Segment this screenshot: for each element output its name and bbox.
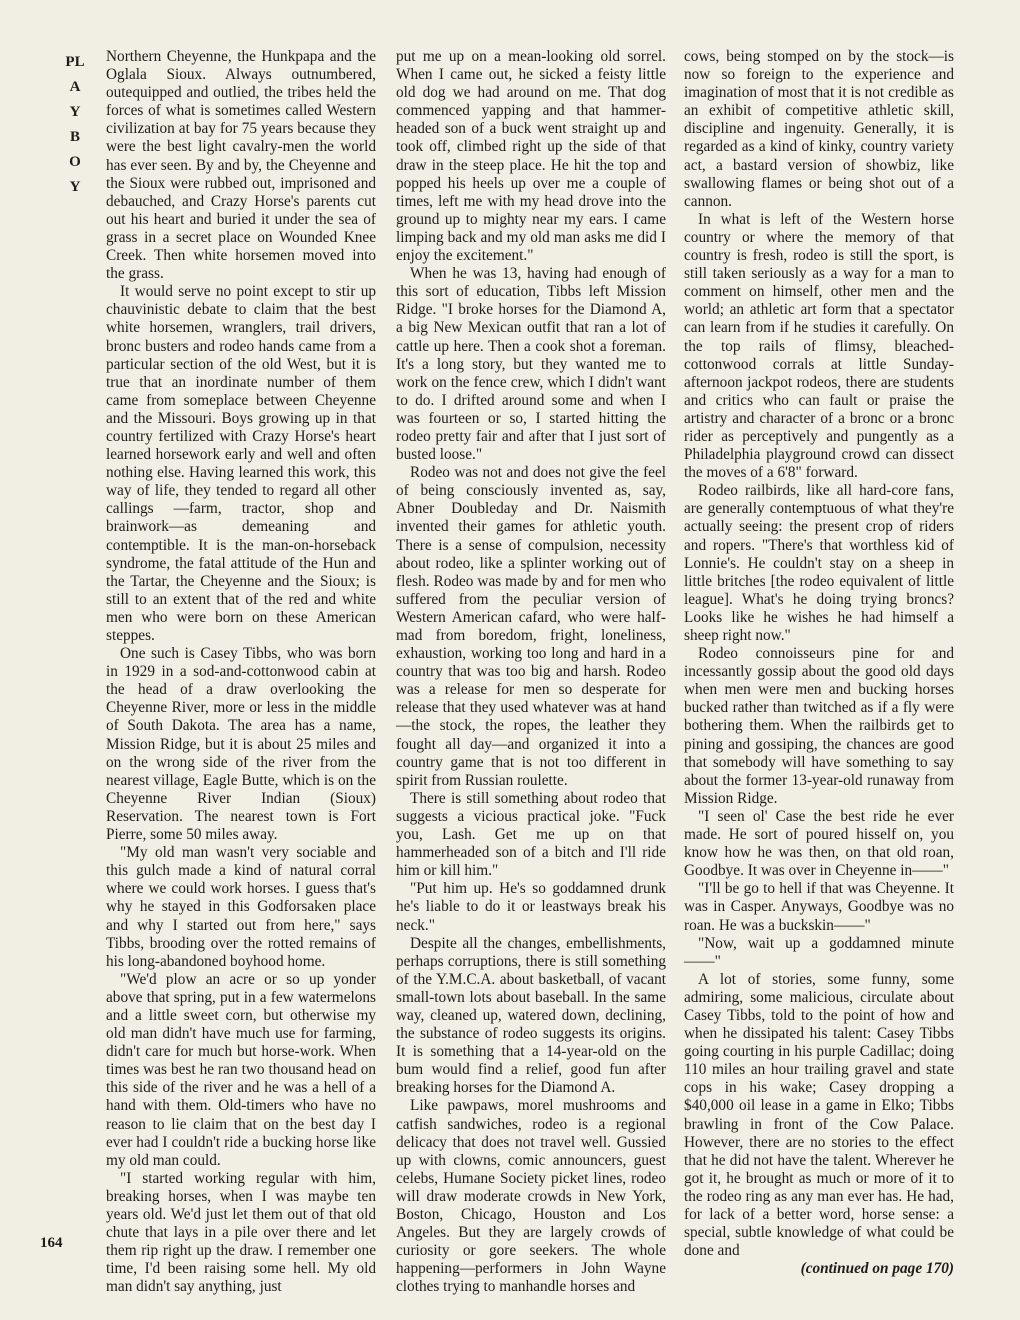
article-paragraph: One such is Casey Tibbs, who was born in 1929 in a sod-and-cottonwood cabin at the head of a draw overlooking the Cheyenne River, more or less in the middle of South Dakota. The area has a name, Mission Ridge, but it is about 25 miles and on the wrong side of the river from the nearest village, Eagle Butte, which is on the Cheyenne River Indian (Sioux) Reservation. The nearest town is Fort Pierre, some 50 miles away. [106,645,376,844]
continuation-note: (continued on page 170) [800,1260,954,1278]
article-column-2 [396,48,666,1296]
article-paragraph: Rodeo railbirds, like all hard-core fans, are generally contemptuous of what they're actually seeing: the present crop of riders and ropers. "There's that worthless kid of Lonnie's. He couldn't stay on a sheep in little britches [the rodeo equivalent of little league]. What's he doing trying broncs? Looks like he wishes he had himself a sheep right now." [684,482,954,644]
article-paragraph: "I started working regular with him, breaking horses, when I was maybe ten years old. We'd just let them out of that old chute that lays in a pile over there and let them rip right up the draw. I remember one time, I'd been raising some hell. My old man didn't say anything, just [106,1169,376,1296]
article-paragraph: Like pawpaws, morel mushrooms and catfish sandwiches, rodeo is a regional delicacy that does not travel well. Gussied up with clowns, comic announcers, guest celebs, Humane Society picket lines, rodeo will draw moderate crowds in New York, Boston, Chicago, Houston and Los Angeles. But they are largely crowds of curiosity or gore seekers. The whole happening—performers in John Wayne clothes trying to manhandle horses and [396,1097,666,1296]
article-paragraph: "Put him up. He's so goddamned drunk he's liable to do it or leastways break his neck." [396,880,666,934]
article-paragraph: "Now, wait up a goddamned minute——" [684,934,954,970]
magazine-name: PLAYBOY [65,54,85,195]
magazine-sidebar [60,50,90,200]
article-paragraph: "We'd plow an acre or so up yonder above that spring, put in a few watermelons and a little sweet corn, but otherwise my old man didn't have much use for farming, didn't care for much but horse-work. When times was best he ran two thousand head on this side of the river and he was a hell of a hand with them. Old-timers who have no reason to lie claim that on the best day I ever had I couldn't ride a bucking horse like my old man could. [106,970,376,1169]
article-paragraph: "I'll be go to hell if that was Cheyenne. It was in Casper. Anyways, Goodbye was no roan. He was a buckskin——" [684,880,954,934]
article-paragraph: Despite all the changes, embellishments, perhaps corruptions, there is still something of the Y.M.C.A. about basketball, of vacant small-town lots about baseball. In the same way, cleaned up, watered down, declining, the substance of rodeo suggests its origins. It is something that a 14-year-old on the bum would find a relief, good fun after breaking horses for the Diamond A. [396,934,666,1097]
article-paragraph: When he was 13, having had enough of this sort of education, Tibbs left Mission Ridge. "I broke horses for the Diamond A, a big New Mexican outfit that ran a lot of cattle up here. Then a cook shot a foreman. It's a long story, but they wanted me to work on the fence crew, which I didn't want to do. I drifted around some and when I was fourteen or so, I started hitting the rodeo pretty fair and after that I just sort of busted loose." [396,265,666,464]
article-paragraph: cows, being stomped on by the stock—is now so foreign to the experience and imagination of most that it is not credible as an exhibit of competitive athletic skill, discipline and ingenuity. Generally, it is regarded as a kind of kinky, country variety act, a bastard version of showbiz, like swallowing flames or being shot out of a cannon. [684,48,954,210]
article-paragraph: Rodeo connoisseurs pine for and incessantly gossip about the good old days when men were men and bucking horses bucked rather than twitched as if a fly were bothering them. When the railbirds get to pining and gossiping, the chances are good that somebody will have something to say about the former 13-year-old runaway from Mission Ridge. [684,645,954,807]
article-paragraph: Rodeo was not and does not give the feel of being consciously invented as, say, Abner Doubleday and Dr. Naismith invented their games for athletic youth. There is a sense of compulsion, necessity about rodeo, like a splinter working out of flesh. Rodeo was made by and for men who suffered from the peculiar version of Western American cafard, who were half-mad from boredom, fright, loneliness, exhaustion, working too long and hard in a country that was too big and harsh. Rodeo was a release for men so desperate for release that they used whatever was at hand—the stock, the ropes, the leather they fought all day—and organized it into a country game that is not too different in spirit from Russian roulette. [396,464,666,789]
article-paragraph: Northern Cheyenne, the Hunkpapa and the Oglala Sioux. Always outnumbered, outequipped and outlied, the tribes held the forces of what is sometimes called Western civilization at bay for 75 years because they were the best light cavalry-men the world has ever seen. By and by, the Cheyenne and the Sioux were rubbed out, imprisoned and debauched, and Crazy Horse's parents cut out his heart and buried it under the sea of grass in a secret place on Wounded Knee Creek. Then white horsemen moved into the grass. [106,48,376,283]
page-number: 164 [40,1235,63,1251]
article-paragraph: A lot of stories, some funny, some admiring, some malicious, circulate about Casey Tibbs, told to the point of how and when he dissipated his talent: Casey Tibbs going courting in his purple Cadillac; doing 110 miles an hour trailing gravel and state cops in his wake; Casey dropping a $40,000 oil lease in a game in Elko; Tibbs brawling in front of the Cow Palace. However, there are no stories to the effect that he did not have the talent. Wherever he got it, he brought as much or more of it to the rodeo ring as any man ever has. He had, for lack of a better word, horse sense: a special, subtle knowledge of what could be done and [684,970,954,1260]
article-paragraph: It would serve no point except to stir up chauvinistic debate to claim that the best white horsemen, wranglers, trail drivers, bronc busters and rodeo hands came from a particular section of the old West, but it is true that an inordinate number of them came from someplace between Cheyenne and the Missouri. Boys growing up in that country fertilized with Crazy Horse's heart learned horsework early and well and often nothing else. Having learned this work, this way of life, they tended to regard all other callings —farm, tractor, shop and brainwork—as demeaning and contemptible. It is the man-on-horseback syndrome, the fatal attitude of the Hun and the Tartar, the Cheyenne and the Sioux; is still to an extent that of the red and white men who were born on these American steppes. [106,283,376,644]
article-paragraph: put me up on a mean-looking old sorrel. When I came out, he sicked a feisty little old dog we had around on me. That dog commenced yapping and that hammer-headed son of a buck went straight up and took off, climbed right up the side of that draw in the steep place. He hit the top and popped his heels up over me a couple of times, left me with my head drove into the ground up to mighty near my ears. I came limping back and my old man asks me did I enjoy the excitement." [396,48,666,265]
article-paragraph: There is still something about rodeo that suggests a vicious practical joke. "Fuck you, Lash. Get me up on that hammerheaded son of a bitch and I'll ride him or kill him." [396,789,666,880]
article-paragraph: "I seen ol' Case the best ride he ever made. He sort of poured hisself on, you know how he was then, on that old roan, Goodbye. It was over in Cheyenne in——" [684,807,954,880]
article-column-3 [684,48,954,1278]
article-paragraph: In what is left of the Western horse country or where the memory of that country is fresh, rodeo is still the sport, is still taken seriously as a way for a man to comment on himself, other men and the world; an athletic art form that a spectator can learn from if he studies it carefully. On the top rails of flimsy, bleached-cottonwood corrals at little Sunday-afternoon jackpot rodeos, there are students and critics who can fault or praise the artistry and character of a bronc or a bronc rider as perceptively and pungently as a Philadelphia playground crowd can dissect the moves of a 6'8" forward. [684,210,954,482]
article-column-1 [106,48,376,1296]
article-paragraph: "My old man wasn't very sociable and this gulch made a kind of natural corral where we could work horses. I guess that's why he stayed in this Godforsaken place and why I started out from here," says Tibbs, brooding over the rotted remains of his long-abandoned boyhood home. [106,844,376,970]
